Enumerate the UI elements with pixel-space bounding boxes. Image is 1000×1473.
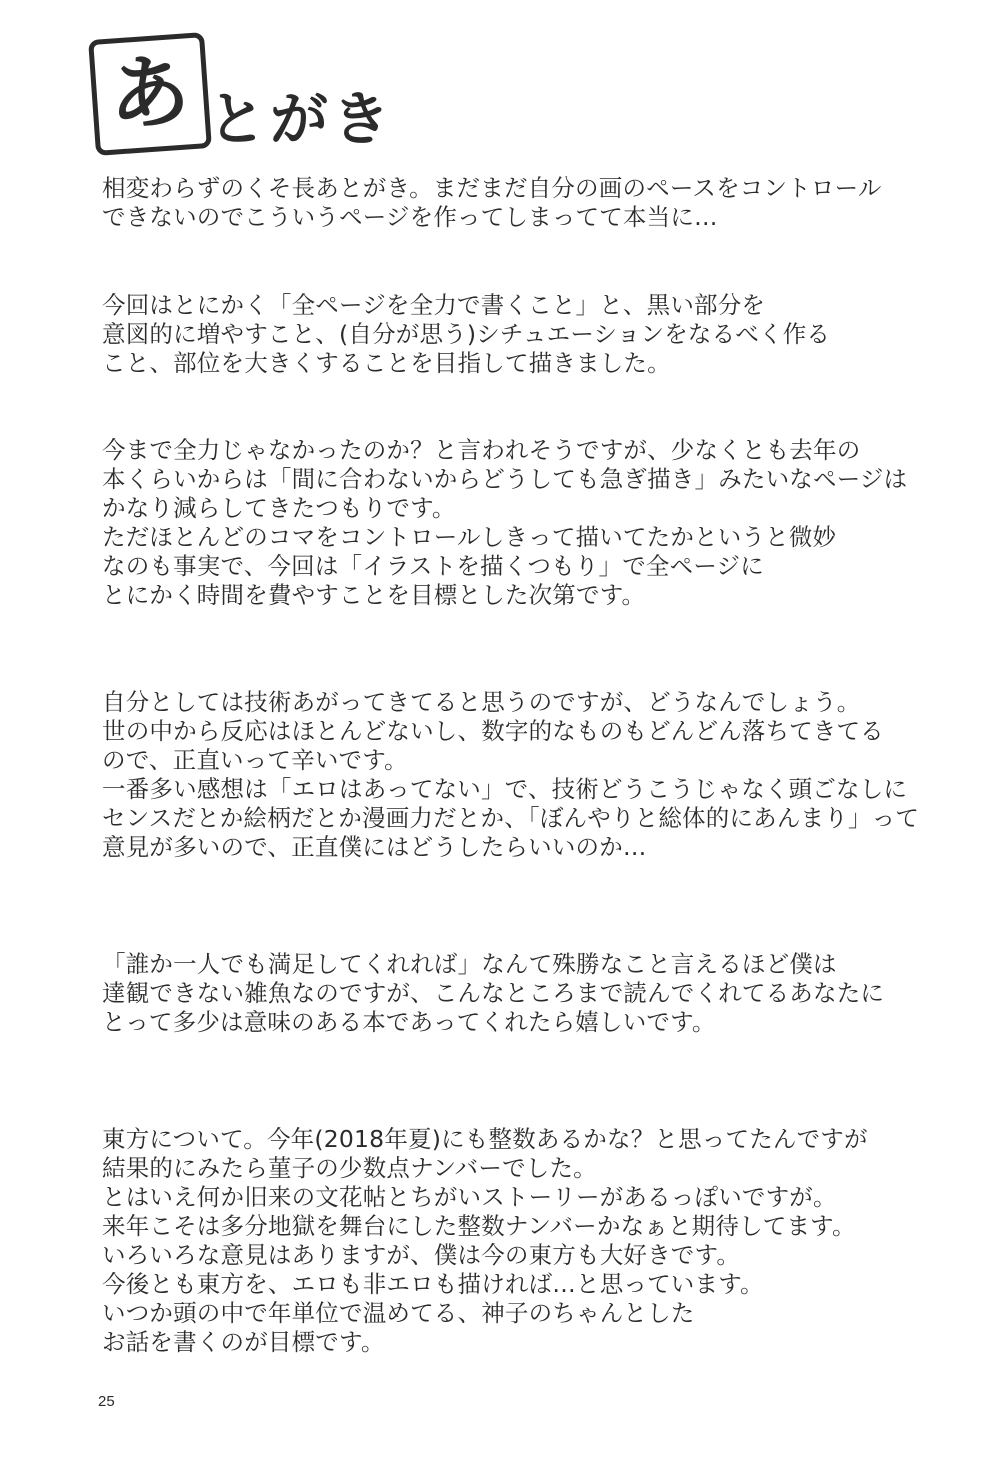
text-line: とにかく時間を費やすことを目標とした次第です。 (102, 581, 646, 609)
text-line: こと、部位を大きくすることを目指して描きました。 (102, 349, 671, 377)
text-line: いつか頭の中で年単位で温めてる、神子のちゃんとした (102, 1299, 695, 1327)
text-line: とはいえ何か旧来の文花帖とちがいストーリーがあるっぽいですが。 (102, 1183, 837, 1211)
text-line: 意見が多いので、正直僕にはどうしたらいいのか… (102, 833, 647, 861)
text-line: 一番多い感想は「エロはあってない」で、技術どうこうじゃなく頭ごなしに (102, 775, 908, 803)
text-line: 今後とも東方を、エロも非エロも描ければ…と思っています。 (102, 1270, 764, 1298)
text-line: なのも事実で、今回は「イラストを描くつもり」で全ページに (102, 552, 764, 580)
text-line: センスだとか絵柄だとか漫画力だとか、「ぼんやりと総体的にあんまり」って (102, 804, 920, 832)
text-line: 相変わらずのくそ長あとがき。まだまだ自分の画のペースをコントロール (102, 174, 882, 202)
title-rest: とがき (208, 85, 395, 153)
text-line: できないのでこういうページを作ってしまってて本当に… (102, 203, 718, 231)
afterword-body (102, 174, 942, 1357)
text-line: お話を書くのが目標です。 (102, 1328, 385, 1356)
text-line: 今まで全力じゃなかったのか？と言われそうですが、少なくとも去年の (102, 436, 861, 464)
text-line: 達観できない雑魚なのですが、こんなところまで読んでくれてるあなたに (102, 979, 885, 1007)
paragraph-1 (102, 174, 942, 232)
paragraph-6 (102, 1125, 942, 1357)
text-line: 結果的にみたら菫子の少数点ナンバーでした。 (102, 1154, 597, 1182)
text-line: 今回はとにかく「全ページを全力で書くこと」と、黒い部分を (102, 291, 766, 319)
text-line: 東方について。今年(2018年夏)にも整数あるかな？と思ってたんですが (102, 1125, 868, 1153)
paragraph-3 (102, 436, 942, 610)
text-line: かなり減らしてきたつもりです。 (102, 494, 456, 522)
page-title (86, 30, 416, 160)
paragraph-5 (102, 950, 942, 1037)
text-line: ただほとんどのコマをコントロールしきって描いてたかというと微妙 (102, 523, 837, 551)
paragraph-2 (102, 291, 942, 378)
text-line: 来年こそは多分地獄を舞台にした整数ナンバーかなぁと期待してます。 (102, 1212, 856, 1240)
page-number: 25 (98, 1393, 115, 1410)
text-line: いろいろな意見はありますが、僕は今の東方も大好きです。 (102, 1241, 741, 1269)
text-line: 自分としては技術あがってきてると思うのですが、どうなんでしょう。 (102, 688, 861, 716)
text-line: 世の中から反応はほとんどないし、数字的なものもどんどん落ちてきてる (102, 717, 884, 745)
paragraph-4 (102, 688, 942, 862)
text-line: 本くらいからは「間に合わないからどうしても急ぎ描き」みたいなページは (102, 465, 908, 493)
text-line: 「誰か一人でも満足してくれれば」なんて殊勝なこと言えるほど僕は (102, 950, 837, 978)
title-stamp-box (88, 32, 212, 156)
title-first-char: あ (110, 47, 190, 140)
text-line: とって多少は意味のある本であってくれたら嬉しいです。 (102, 1008, 716, 1036)
text-line: 意図的に増やすこと、(自分が思う)シチュエーションをなるべく作る (102, 320, 831, 348)
text-line: ので、正直いって辛いです。 (102, 746, 408, 774)
